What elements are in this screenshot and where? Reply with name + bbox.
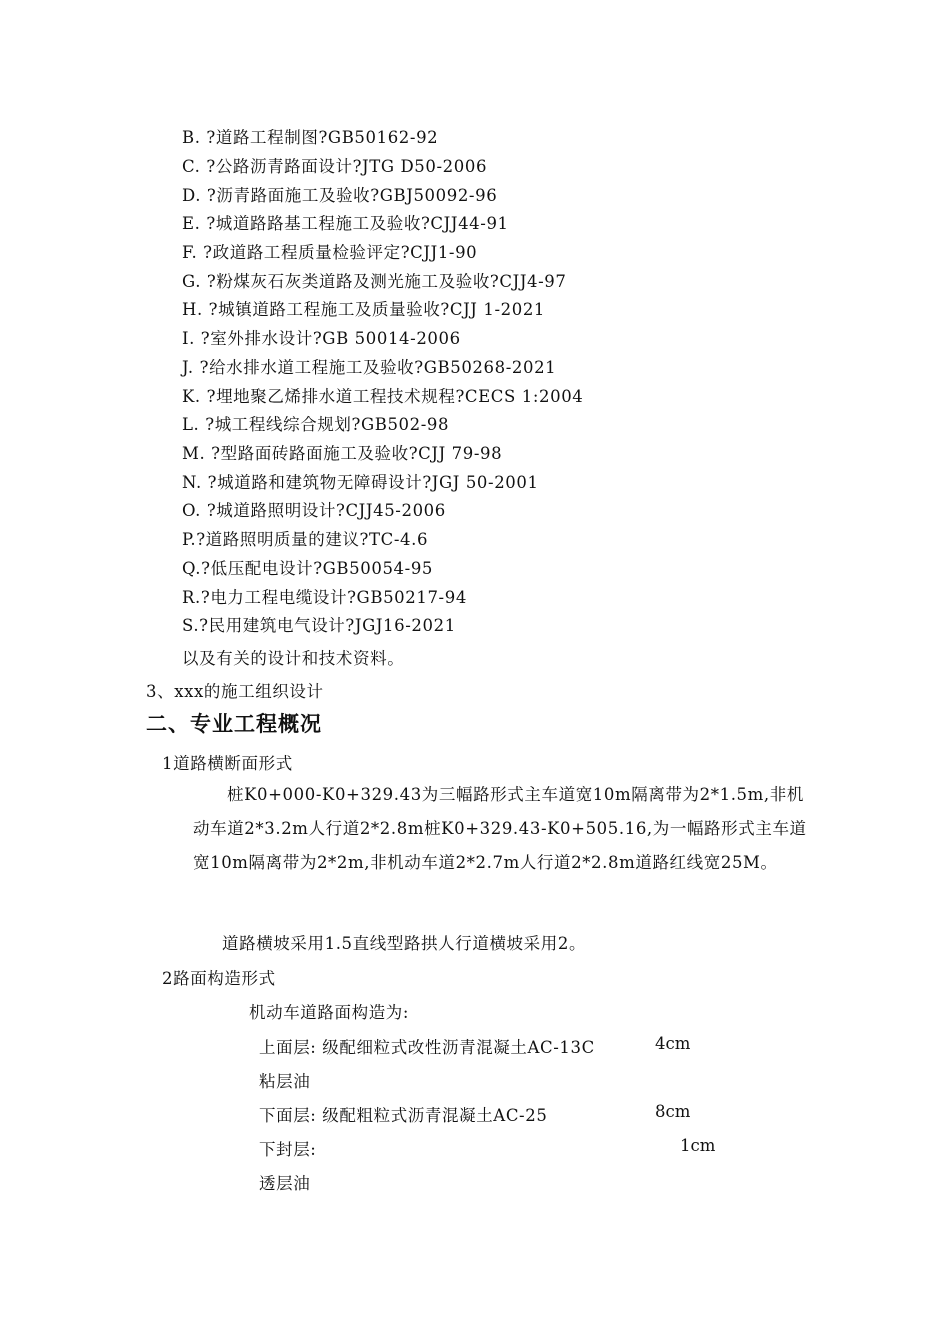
pavement-intro: 机动车道路面构造为: — [249, 1003, 410, 1022]
pavement-layer-label: 透层油 — [259, 1174, 311, 1193]
reference-item: E. ?城道路路基工程施工及验收?CJJ44-91 — [182, 214, 509, 233]
cross-slope-paragraph: 道路横坡采用1.5直线型路拱人行道横坡采用2。 — [222, 934, 587, 953]
reference-item: C. ?公路沥青路面设计?JTG D50-2006 — [182, 157, 488, 176]
reference-item: Q.?低压配电设计?GB50054-95 — [182, 559, 434, 578]
section-title: 二、专业工程概况 — [146, 712, 322, 736]
reference-item: I. ?室外排水设计?GB 50014-2006 — [182, 329, 461, 348]
reference-item: O. ?城道路照明设计?CJJ45-2006 — [182, 501, 446, 520]
reference-item: R.?电力工程电缆设计?GB50217-94 — [182, 588, 467, 607]
reference-item: G. ?粉煤灰石灰类道路及测光施工及验收?CJJ4-97 — [182, 272, 567, 291]
reference-item: B. ?道路工程制图?GB50162-92 — [182, 128, 439, 147]
reference-item: J. ?给水排水道工程施工及验收?GB50268-2021 — [182, 358, 557, 377]
reference-item: M. ?型路面砖路面施工及验收?CJJ 79-98 — [182, 444, 503, 463]
reference-item-3: 3、xxx的施工组织设计 — [146, 682, 324, 701]
reference-item: K. ?埋地聚乙烯排水道工程技术规程?CECS 1:2004 — [182, 387, 584, 406]
pavement-layer-label: 下封层: — [259, 1140, 317, 1159]
pavement-layer-label: 粘层油 — [259, 1072, 311, 1091]
subsection-title-2: 2路面构造形式 — [162, 969, 276, 988]
reference-item: P.?道路照明质量的建议?TC-4.6 — [182, 530, 429, 549]
pavement-layer-label: 下面层: 级配粗粒式沥青混凝土AC-25 — [259, 1106, 548, 1125]
reference-item: F. ?政道路工程质量检验评定?CJJ1-90 — [182, 243, 478, 262]
reference-item: H. ?城镇道路工程施工及质量验收?CJJ 1-2021 — [182, 300, 546, 319]
reference-item: S.?民用建筑电气设计?JGJ16-2021 — [182, 616, 456, 635]
pavement-layer-thickness: 8cm — [655, 1102, 691, 1121]
subsection-title-1: 1道路横断面形式 — [162, 754, 293, 773]
reference-closing: 以及有关的设计和技术资料。 — [182, 649, 405, 668]
reference-item: L. ?城工程线综合规划?GB502-98 — [182, 415, 450, 434]
pavement-layer-thickness: 4cm — [655, 1034, 691, 1053]
reference-item: D. ?沥青路面施工及验收?GBJ50092-96 — [182, 186, 498, 205]
pavement-layer-thickness: 1cm — [680, 1136, 716, 1155]
reference-item: N. ?城道路和建筑物无障碍设计?JGJ 50-2001 — [182, 473, 539, 492]
cross-section-paragraph: 桩K0+000-K0+329.43为三幅路形式主车道宽10m隔离带为2*1.5m,非机动车道2*3.2m人行道2*2.8m桩K0+329.43-K0+505.16,为一幅路形式主车道宽10m隔离带为2*2m,非机动车道2*2.7m人行道2*2.8m道路红线宽25M。 — [193, 785, 807, 872]
pavement-layer-label: 上面层: 级配细粒式改性沥青混凝土AC-13C — [259, 1038, 595, 1057]
